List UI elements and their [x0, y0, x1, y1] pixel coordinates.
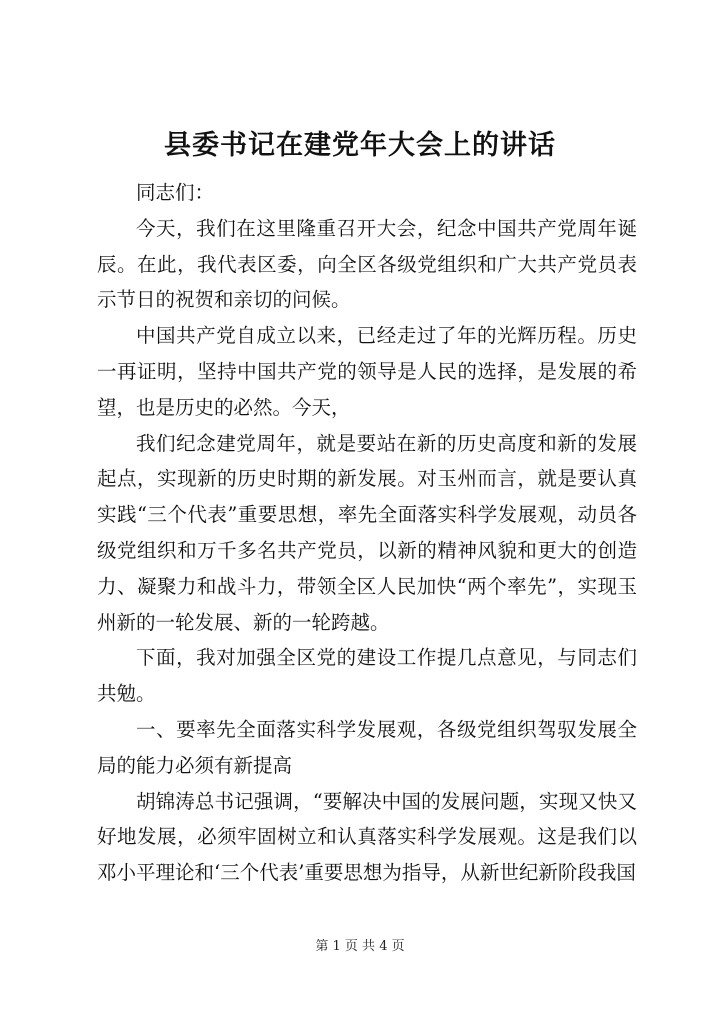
- page-footer: 第 1 页 共 4 页: [315, 939, 405, 954]
- document-body: [97, 175, 637, 891]
- paragraph: 今天，我们在这里隆重召开大会，纪念中国共产党周年诞辰。在此，我代表区委，向全区各级党组织和广大共产党员表示节日的祝贺和亲切的问候。: [97, 216, 637, 312]
- section-heading: 一、要率先全面落实科学发展观，各级党组织驾驭发展全局的能力必须有新提高: [97, 717, 637, 777]
- paragraph: 胡锦涛总书记强调，“要解决中国的发展问题，实现又快又好地发展，必须牢固树立和认真落实科学发展观。这是我们以邓小平理论和‘三个代表’重要思想为指导，从新世纪新阶段我国: [97, 789, 637, 885]
- greeting: 同志们：: [136, 181, 215, 204]
- paragraph: 我们纪念建党周年，就是要站在新的历史高度和新的发展起点，实现新的历史时期的新发展。对玉州而言，就是要认真实践“三个代表”重要思想，率先全面落实科学发展观，动员各级党组织和万千多名共产党员，以新的精神风貌和更大的创造力、凝聚力和战斗力，带领全区人民加快“两个率先”，实现玉州新的一轮发展、新的一轮跨越。: [97, 431, 637, 634]
- paragraph: 中国共产党自成立以来，已经走过了年的光辉历程。历史一再证明，坚持中国共产党的领导是人民的选择，是发展的希望，也是历史的必然。今天，: [97, 324, 637, 419]
- paragraph: 下面，我对加强全区党的建设工作提几点意见，与同志们共勉。: [97, 646, 637, 706]
- document-title: 县委书记在建党年大会上的讲话: [164, 130, 556, 161]
